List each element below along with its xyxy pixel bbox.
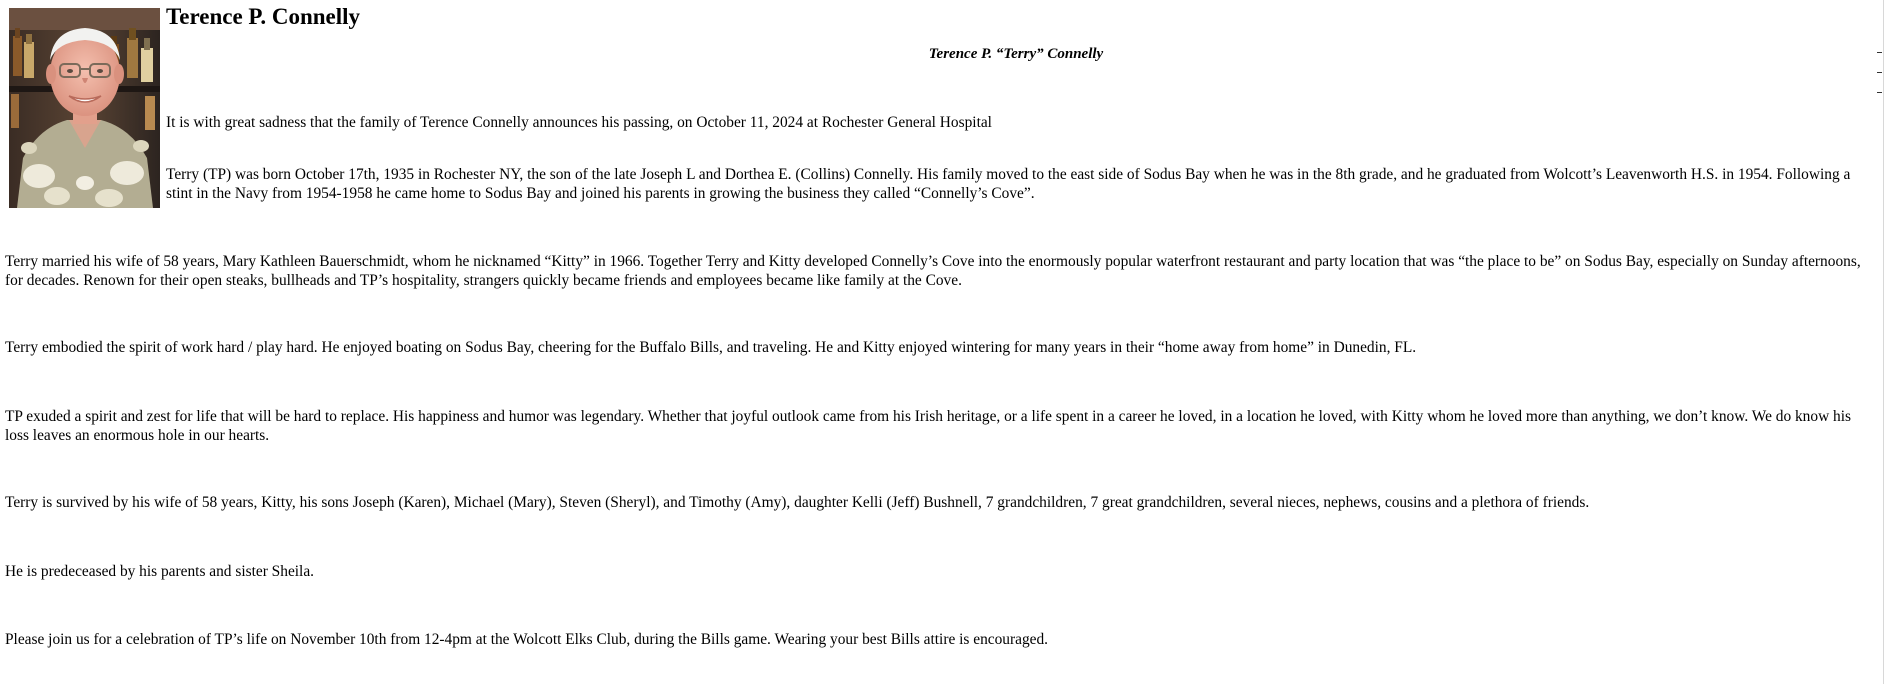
- paragraph-hobbies: Terry embodied the spirit of work hard / play hard. He enjoyed boating on Sodus Bay, cheering for the Buffalo Bills, and traveling. He and Kitty enjoyed wintering for many years in their “home away from home” in Dunedin, FL.: [5, 339, 1417, 356]
- paragraph-passing: It is with great sadness that the family of Terence Connelly announces his passing, on October 11, 2024 at Rochester General Hospital: [166, 114, 992, 131]
- edge-tick-mark: [1877, 92, 1882, 93]
- edge-tick-mark: [1877, 52, 1882, 53]
- paragraph-predeceased: He is predeceased by his parents and sister Sheila.: [5, 563, 315, 580]
- paragraph-early-life: Terry (TP) was born October 17th, 1935 in Rochester NY, the son of the late Joseph L and Dorthea E. (Collins) Connelly. His family moved to the east side of Sodus Bay when he was in the 8th grade, and he graduated from Wolcott’s Leavenworth H.S. in 1954. Following a stint in the Navy from 1954-1958 he came home to Sodus Bay and joined his parents in growing the business they called “Connelly’s Cove”.: [166, 166, 1851, 202]
- portrait-photo: [9, 8, 160, 208]
- paragraph-marriage: Terry married his wife of 58 years, Mary Kathleen Bauerschmidt, whom he nicknamed “Kitty” in 1966. Together Terry and Kitty developed Connelly’s Cove into the enormously popular waterfront restaurant and party location that was “the place to be” on Sodus Bay, especially on Sunday afternoons, for decades. Renown for their open steaks, bullheads and TP’s hospitality, strangers quickly became friends and employees became like family at the Cove.: [5, 253, 1861, 289]
- obituary-subtitle: Terence P. “Terry” Connelly: [928, 46, 1104, 62]
- paragraph-celebration: Please join us for a celebration of TP’s life on November 10th from 12-4pm at the Wolcott Elks Club, during the Bills game. Wearing your best Bills attire is encouraged.: [5, 631, 1049, 648]
- edge-tick-mark: [1877, 72, 1882, 73]
- obituary-name: Terence P. Connelly: [166, 4, 361, 29]
- paragraph-spirit: TP exuded a spirit and zest for life that will be hard to replace. His happiness and humor was legendary. Whether that joyful outlook came from his Irish heritage, or a life spent in a career he loved, in a location he loved, with Kitty whom he loved more than anything, we don’t know. We do know his loss leaves an enormous hole in our hearts.: [5, 408, 1851, 444]
- paragraph-survivors: Terry is survived by his wife of 58 years, Kitty, his sons Joseph (Karen), Michael (Mary), Steven (Sheryl), and Timothy (Amy), daughter Kelli (Jeff) Bushnell, 7 grandchildren, 7 great grandchildren, several nieces, nephews, cousins and a plethora of friends.: [5, 494, 1590, 511]
